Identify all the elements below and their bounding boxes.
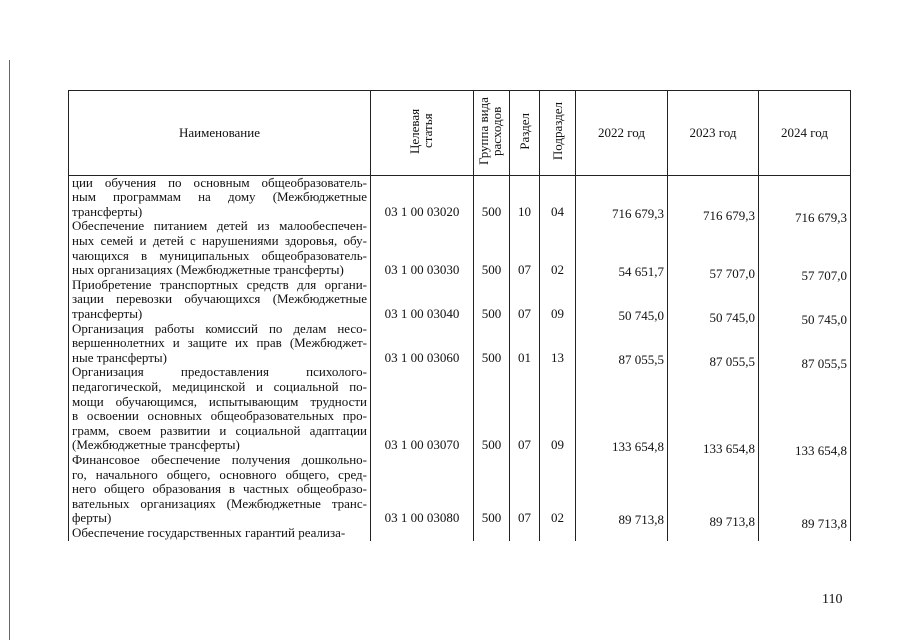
header-2022: 2022 год xyxy=(576,91,668,176)
header-2024: 2024 год xyxy=(759,91,851,176)
header-2023: 2023 год xyxy=(668,91,759,176)
row-subsection: 09 xyxy=(551,437,564,453)
row-amount-2024: 89 713,8 xyxy=(801,516,847,532)
row-amount-2023: 50 745,0 xyxy=(709,309,755,325)
row-name-line: ных организациях (Межбюджетные трансферты) xyxy=(72,262,344,278)
row-amount-2022: 87 055,5 xyxy=(618,351,664,367)
row-name-line: в освоении основных общеобразовательных про- xyxy=(72,408,367,424)
row-name-line: вательных организациях (Межбюджетные транс- xyxy=(72,495,367,511)
row-group: 500 xyxy=(481,437,502,453)
margin-line xyxy=(9,60,10,640)
row-section: 07 xyxy=(518,510,531,526)
row-name xyxy=(69,175,371,219)
row-name xyxy=(69,322,371,366)
budget-table xyxy=(68,90,851,541)
table-row xyxy=(69,278,851,322)
row-section: 10 xyxy=(518,203,531,219)
header-target: Целевая статья xyxy=(371,91,474,176)
row-name-line: ферты) xyxy=(72,510,112,526)
row-name-line: го, начального общего, основного общего, сред- xyxy=(72,466,367,482)
row-amount-2022: 716 679,3 xyxy=(612,205,664,221)
header-row xyxy=(69,91,851,176)
row-group: 500 xyxy=(481,305,502,321)
table-row xyxy=(69,453,851,526)
row-name-line: него общего образования в частных общеобразо- xyxy=(72,481,367,497)
row-amount-2024: 57 707,0 xyxy=(801,268,847,284)
row-group: 500 xyxy=(481,203,502,219)
row-amount-2022: 133 654,8 xyxy=(612,439,664,455)
row-target-code: 03 1 00 03040 xyxy=(384,305,460,321)
row-name xyxy=(69,526,371,541)
row-name-line: Приобретение транспортных средств для органи- xyxy=(72,276,367,292)
table-row xyxy=(69,175,851,219)
row-amount-2024: 87 055,5 xyxy=(801,355,847,371)
row-name-line: мощи обучающимся, испытывающим трудности xyxy=(72,393,367,409)
row-section: 07 xyxy=(518,305,531,321)
row-target-code: 03 1 00 03020 xyxy=(384,203,460,219)
row-name xyxy=(69,453,371,526)
row-name-line: Обеспечение питанием детей из малообеспечен- xyxy=(72,218,367,234)
row-amount-2024: 133 654,8 xyxy=(795,443,847,459)
row-amount-2022: 50 745,0 xyxy=(618,307,664,323)
row-subsection: 02 xyxy=(551,262,564,278)
header-section: Раздел xyxy=(510,91,540,176)
row-name-line: трансферты) xyxy=(72,203,143,219)
row-name-line: ным программам на дому (Межбюджетные xyxy=(72,189,367,205)
row-amount-2022: 89 713,8 xyxy=(618,512,664,528)
row-amount-2023: 87 055,5 xyxy=(709,353,755,369)
row-group: 500 xyxy=(481,349,502,365)
budget-table-container xyxy=(68,90,850,580)
row-amount-2024: 716 679,3 xyxy=(795,209,847,225)
row-target-code: 03 1 00 03060 xyxy=(384,349,460,365)
table-row xyxy=(69,365,851,453)
row-name-line: грамм, своем развитии и социальной адаптации xyxy=(72,422,367,438)
row-subsection: 09 xyxy=(551,305,564,321)
row-name-line: Организация предоставления психолого- xyxy=(72,364,367,380)
row-name-line: (Межбюджетные трансферты) xyxy=(72,437,240,453)
row-amount-2024: 50 745,0 xyxy=(801,311,847,327)
row-name xyxy=(69,278,371,322)
row-name-line: ции обучения по основным общеобразователь- xyxy=(72,174,367,190)
row-group: 500 xyxy=(481,262,502,278)
row-target-code: 03 1 00 03080 xyxy=(384,510,460,526)
row-name-line: зации перевозки обучающихся (Межбюджетные xyxy=(72,291,367,307)
row-amount-2023: 57 707,0 xyxy=(709,266,755,282)
row-name-line: вершеннолетних и защите их прав (Межбюджет- xyxy=(72,335,367,351)
row-section: 07 xyxy=(518,262,531,278)
row-amount-2023: 716 679,3 xyxy=(703,207,755,223)
row-name xyxy=(69,219,371,277)
row-subsection: 13 xyxy=(551,349,564,365)
row-name-line: Финансовое обеспечение получения дошкольно- xyxy=(72,451,367,467)
row-target-code: 03 1 00 03030 xyxy=(384,262,460,278)
table-row xyxy=(69,219,851,277)
header-subsection: Подраздел xyxy=(540,91,576,176)
table-row xyxy=(69,322,851,366)
page-number: 110 xyxy=(822,592,843,607)
row-name-line: ные трансферты) xyxy=(72,349,167,365)
row-amount-2022: 54 651,7 xyxy=(618,264,664,280)
row-target-code: 03 1 00 03070 xyxy=(384,437,460,453)
row-amount-2023: 133 654,8 xyxy=(703,441,755,457)
row-subsection: 04 xyxy=(551,203,564,219)
row-section: 01 xyxy=(518,349,531,365)
row-section: 07 xyxy=(518,437,531,453)
row-name-line: педагогической, медицинской и социальной по- xyxy=(72,378,367,394)
row-subsection: 02 xyxy=(551,510,564,526)
row-name xyxy=(69,365,371,453)
row-name-line: Организация работы комиссий по делам несо- xyxy=(72,320,367,336)
row-name-line: ных семей и детей с нарушениями здоровья, обу- xyxy=(72,232,367,248)
row-name-line: чающихся в муниципальных общеобразователь- xyxy=(72,247,367,263)
row-name-line: Обеспечение государственных гарантий реализа- xyxy=(72,524,346,540)
row-group: 500 xyxy=(481,510,502,526)
row-amount-2023: 89 713,8 xyxy=(709,514,755,530)
row-name-line: трансферты) xyxy=(72,305,143,321)
header-name: Наименование xyxy=(69,91,371,176)
header-group: Группа вида расходов xyxy=(474,91,510,176)
